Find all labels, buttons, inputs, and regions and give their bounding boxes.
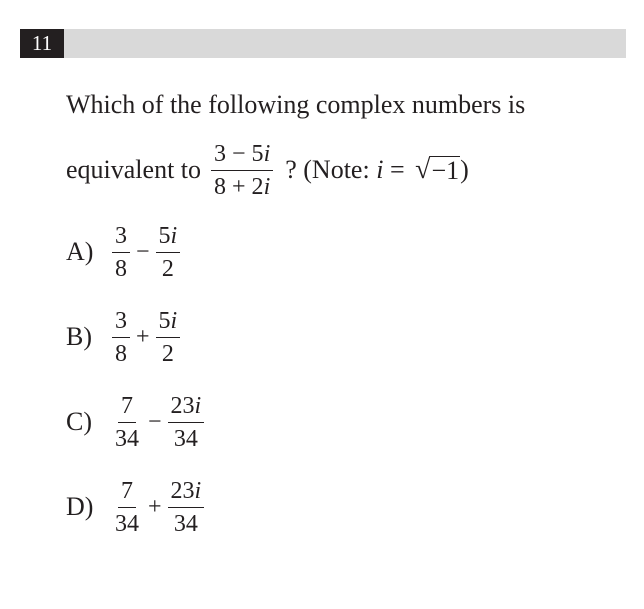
stem-fraction	[211, 139, 273, 202]
choice-right-fraction: $\frac{5i}{2}$	[156, 221, 181, 284]
answer-choice-d[interactable]	[66, 475, 204, 539]
question-number: 11	[20, 29, 64, 58]
question-stem-line1: Which of the following complex numbers is	[66, 90, 526, 119]
stem-fraction-numerator: 3 − 5i	[211, 139, 273, 171]
choice-right-fraction: $\frac{23i}{34}$	[168, 476, 205, 539]
choice-left-fraction: $\frac{7}{34}$	[115, 392, 139, 452]
choice-label: C)	[66, 407, 92, 436]
choice-label: A)	[66, 237, 94, 266]
note-prefix: ? (Note:	[285, 155, 377, 184]
question-stem-line2	[66, 138, 469, 202]
choice-operator: −	[148, 408, 162, 435]
choice-label: B)	[66, 322, 92, 351]
choice-left-fraction: $\frac{3}{8}$	[112, 306, 130, 369]
note-variable: i	[376, 155, 384, 184]
stem-fraction-denominator: 8 + 2i	[214, 173, 271, 200]
square-root	[415, 155, 460, 185]
note-suffix: )	[460, 155, 469, 184]
choice-right-fraction: $\frac{23i}{34}$	[168, 391, 205, 454]
answer-choice-c[interactable]	[66, 390, 204, 454]
answer-choice-b[interactable]	[66, 305, 180, 369]
choice-label: D)	[66, 492, 94, 521]
choice-operator: −	[136, 238, 150, 265]
stem-prefix: equivalent to	[66, 155, 202, 184]
choice-right-fraction: $\frac{5i}{2}$	[156, 306, 181, 369]
question-header-bar	[20, 29, 626, 58]
note-equals: =	[383, 155, 412, 184]
answer-choice-a[interactable]	[66, 220, 180, 284]
choice-left-fraction: $\frac{3}{8}$	[112, 221, 130, 284]
choice-operator: +	[148, 493, 162, 520]
choice-operator: +	[136, 323, 150, 350]
choice-left-fraction: $\frac{7}{34}$	[115, 477, 139, 537]
radicand: −1	[431, 156, 460, 185]
radical-sign-icon: √	[415, 154, 431, 185]
